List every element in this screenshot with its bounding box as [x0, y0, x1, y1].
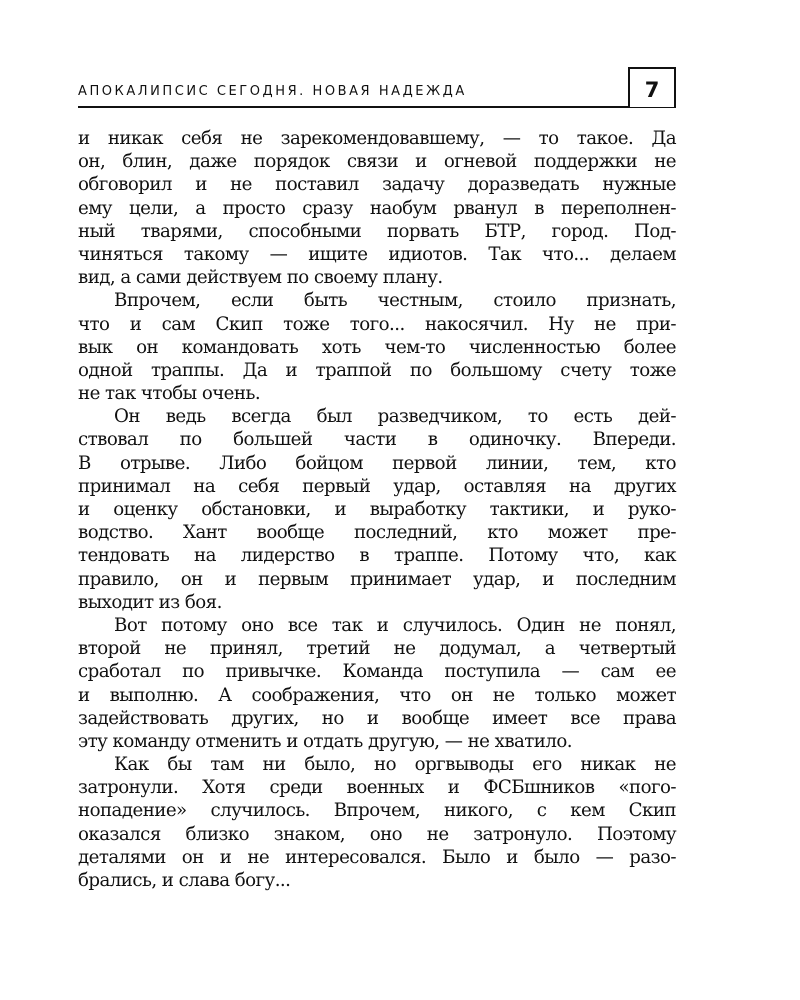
- text-line: тендовать на лидерство в траппе. Потому что, как: [78, 545, 676, 567]
- text-line: принимал на себя первый удар, оставляя на других: [78, 475, 676, 497]
- text-line: и никак себя не зарекомендовавшему, — то такое. Да: [78, 128, 676, 149]
- text-line: Он ведь всегда был разведчиком, то есть дей-: [114, 406, 676, 428]
- paragraph: [78, 405, 676, 614]
- text-line: нопадение» случилось. Впрочем, никого, с кем Скип: [78, 800, 676, 822]
- text-line: ему цели, а просто сразу наобум рванул в переполнен-: [78, 197, 676, 219]
- text-line: ствовал по большей части в одиночку. Впереди.: [78, 429, 676, 451]
- paragraph: [78, 289, 676, 405]
- text-line: Как бы там ни было, но оргвыводы его никак не: [114, 754, 676, 776]
- text-line: чиняться такому — ищите идиотов. Так что... делаем: [78, 243, 676, 265]
- text-line: Впрочем, если быть честным, стоило признать,: [114, 290, 676, 312]
- body-text: [78, 127, 676, 892]
- text-line: ный тварями, способными порвать БТР, город. Под-: [78, 220, 676, 242]
- text-line: Вот потому оно все так и случилось. Один не понял,: [114, 614, 676, 636]
- paragraph: [78, 127, 676, 289]
- paragraph: [78, 614, 676, 753]
- text-line: В отрыве. Либо бойцом первой линии, тем, кто: [78, 452, 676, 474]
- page-number: 7: [644, 77, 660, 102]
- text-line: эту команду отменить и отдать другую, — не хватило.: [78, 730, 573, 752]
- text-line: он, блин, даже порядок связи и огневой поддержки не: [78, 151, 676, 173]
- header-rule: [78, 106, 676, 108]
- text-line: вид, а сами действуем по своему плану.: [78, 267, 443, 289]
- text-line: обговорил и не поставил задачу доразведать нужные: [78, 174, 676, 196]
- text-line: затронули. Хотя среди военных и ФСБшников «пого-: [78, 777, 676, 799]
- text-line: сработал по привычке. Команда поступила — сам ее: [78, 661, 676, 683]
- text-line: второй не принял, третий не додумал, а четвертый: [78, 638, 676, 660]
- text-line: не так чтобы очень.: [78, 383, 261, 405]
- text-line: вык он командовать хоть чем-то численностью более: [78, 336, 676, 358]
- text-line: задействовать других, но и вообще имеет все права: [78, 707, 676, 729]
- running-title: АПОКАЛИПСИС СЕГОДНЯ. НОВАЯ НАДЕЖДА: [78, 84, 467, 99]
- text-line: оказался близко знаком, оно не затронуло. Поэтому: [78, 823, 676, 845]
- text-line: и оценку обстановки, и выработку тактики, и руко-: [78, 499, 676, 520]
- text-line: выходит из боя.: [78, 591, 222, 613]
- text-line: правило, он и первым принимает удар, и последним: [78, 568, 676, 590]
- text-line: одной траппы. Да и траппой по большому счету тоже: [78, 359, 676, 381]
- paragraph: [78, 753, 676, 892]
- text-line: брались, и слава богу...: [78, 870, 291, 891]
- text-line: водство. Хант вообще последний, кто может пре-: [78, 522, 676, 544]
- page-number-box: [628, 67, 676, 107]
- text-line: что и сам Скип тоже того... накосячил. Ну не при-: [78, 313, 676, 335]
- text-line: и выполню. А соображения, что он не только может: [78, 684, 676, 706]
- text-line: деталями он и не интересовался. Было и было — разо-: [78, 846, 676, 868]
